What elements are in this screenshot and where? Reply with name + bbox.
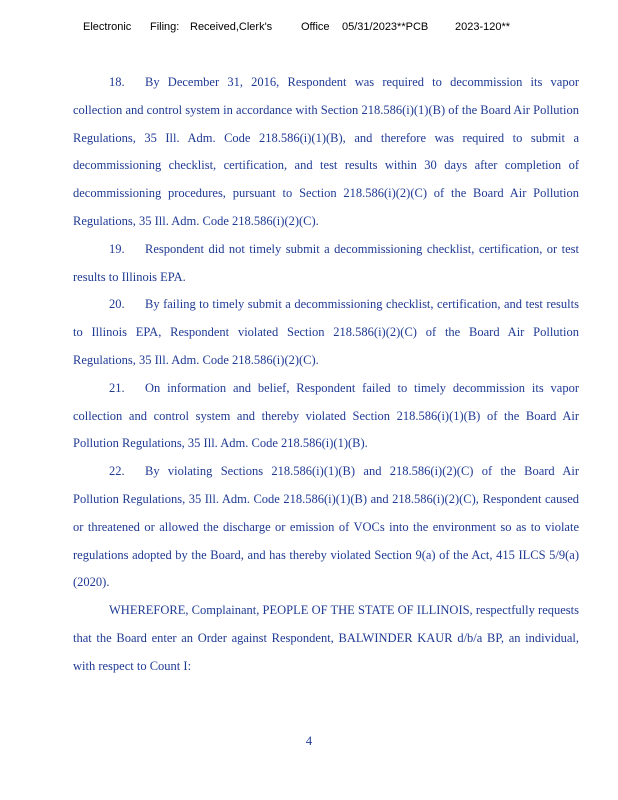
paragraph-number: 18. xyxy=(109,75,125,89)
paragraph-20 xyxy=(73,291,579,374)
paragraph-number: 19. xyxy=(109,241,125,256)
page-number: 4 xyxy=(305,734,313,748)
paragraph-18 xyxy=(73,69,579,236)
document-body xyxy=(73,69,579,681)
efiling-header-stamp xyxy=(0,21,618,37)
paragraph-22 xyxy=(73,458,579,597)
header-office: Office xyxy=(301,21,330,33)
paragraph-text: By December 31, 2016, Respondent was required to decommission its vapor collection and control system in accordance with Section 218.586(i)(1)(B) of the Board Air Pollution Regulations, 35 Ill. Adm. Code 218.586(i)(1)(B), and therefore was required to submit a decommissioning checklist, certification, and test results within 30 days after completion of decommissioning procedures, pursuant to Section 218.586(i)(2)(C) of the Board Air Pollution Regulations, 35 Ill. Adm. Code 218.586(i)(2)(C). xyxy=(73,75,579,228)
paragraph-text: By violating Sections 218.586(i)(1)(B) and 218.586(i)(2)(C) of the Board Air Pollution Regulations, 35 Ill. Adm. Code 218.586(i)(1)(B) and 218.586(i)(2)(C), Respondent caused or threatened or allowed the discharge or emission of VOCs into the environment so as to violate regulations adopted by the Board, and has thereby violated Section 9(a) of the Act, 415 ILCS 5/9(a) (2020). xyxy=(73,464,579,590)
paragraph-19 xyxy=(73,236,579,292)
paragraph-text: By failing to timely submit a decommissioning checklist, certification, and test results to Illinois EPA, Respondent violated Section 218.586(i)(2)(C) of the Board Air Pollution Regulations, 35 Ill. Adm. Code 218.586(i)(2)(C). xyxy=(73,297,579,367)
paragraph-number: 21. xyxy=(109,380,125,395)
paragraph-number: 22. xyxy=(109,464,125,479)
header-number: 2023-120** xyxy=(455,21,511,33)
header-date: 05/31/2023**PCB xyxy=(342,21,429,33)
header-filing: Filing: xyxy=(150,21,180,33)
wherefore-clause: WHEREFORE, Complainant, PEOPLE OF THE STATE OF ILLINOIS, respectfully requests that the Board enter an Order against Respondent, BALWINDER KAUR d/b/a BP, an individual, with respect to Count I: xyxy=(73,603,579,673)
header-received: Received,Clerk's xyxy=(190,21,273,33)
paragraph-text: On information and belief, Respondent failed to timely decommission its vapor collection and control system and thereby violated Section 218.586(i)(1)(B) of the Board Air Pollution Regulations, 35 Ill. Adm. Code 218.586(i)(1)(B). xyxy=(73,380,579,451)
paragraph-text: Respondent did not timely submit a decommissioning checklist, certification, or test results to Illinois EPA. xyxy=(73,241,579,284)
paragraph-number: 20. xyxy=(109,297,125,312)
paragraph-21 xyxy=(73,375,579,458)
header-electronic: Electronic xyxy=(83,21,132,33)
